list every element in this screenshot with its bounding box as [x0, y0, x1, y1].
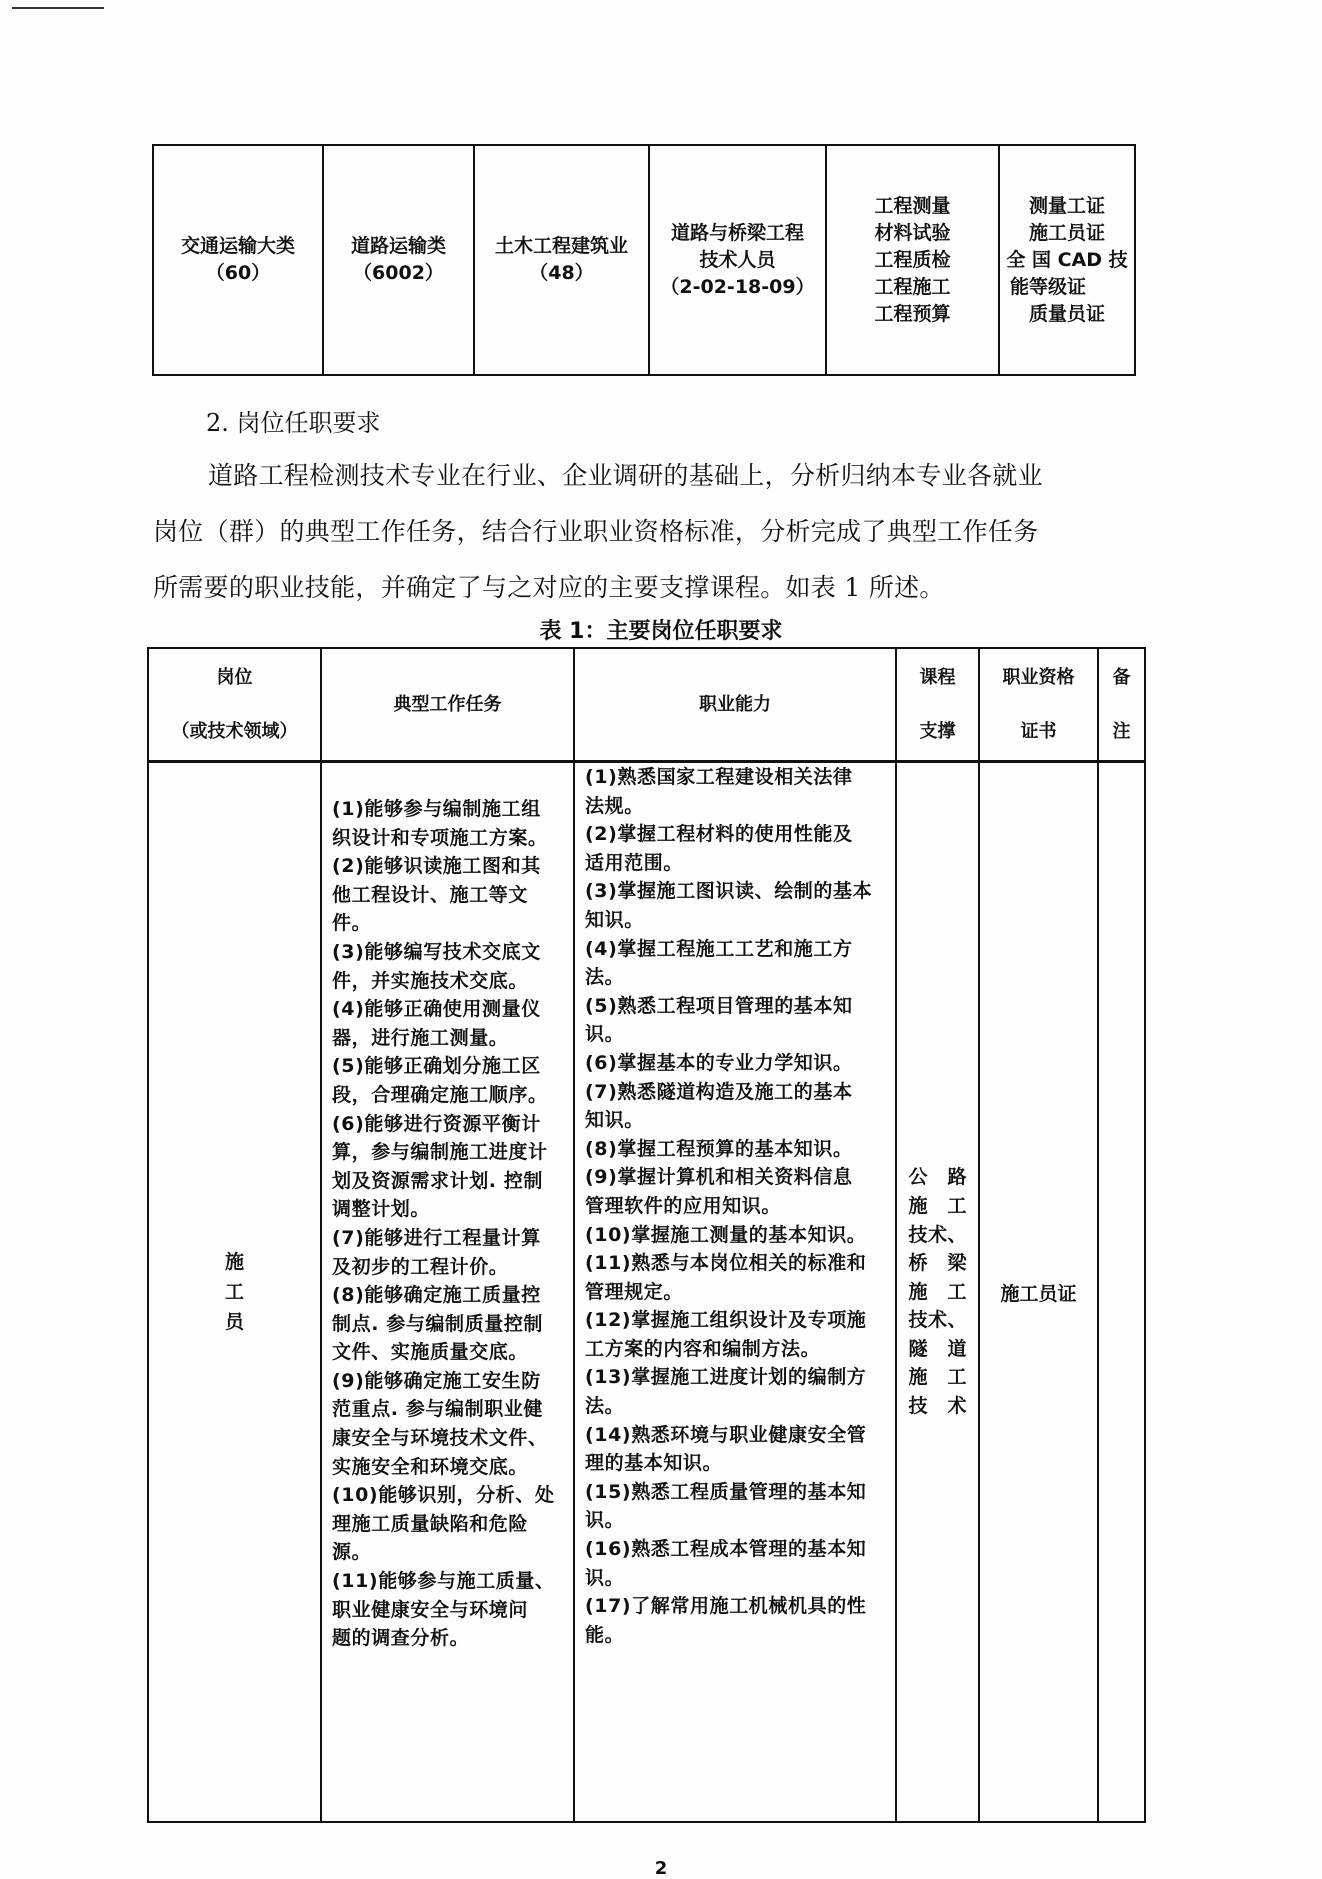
task-line: 调整计划。	[332, 1198, 431, 1221]
header-text: 备	[1112, 666, 1131, 688]
task-line: 职业健康安全与环境问	[332, 1598, 529, 1621]
ability-line: (3)掌握施工图识读、绘制的基本	[585, 880, 873, 903]
header-post	[149, 649, 322, 760]
cell-code: （60）	[205, 262, 271, 284]
ability-line: (15)熟悉工程质量管理的基本知	[585, 1480, 867, 1503]
cell-code: （48）	[529, 262, 594, 284]
section-heading: 2. 岗位任职要求	[206, 409, 381, 437]
ability-line: (11)熟悉与本岗位相关的标准和	[585, 1252, 867, 1275]
table-caption: 表 1：主要岗位任职要求	[539, 619, 783, 644]
task-line: 织设计和专项施工方案。	[332, 826, 548, 849]
task-line: 文件、实施质量交底。	[332, 1341, 529, 1364]
cell-line: 质量员证	[1028, 302, 1105, 325]
task-line: 件，并实施技术交底。	[332, 969, 529, 992]
ability-line: (4)掌握工程施工工艺和施工方	[585, 937, 853, 960]
task-line: 康安全与环境技术文件、	[332, 1427, 548, 1450]
cell-course	[897, 763, 980, 1821]
task-line: (2)能够识读施工图和其	[332, 855, 541, 878]
cell-line: 工程施工	[874, 275, 951, 298]
cell-line: 工程测量	[874, 194, 951, 217]
cell-cert	[980, 763, 1099, 1821]
course-line: 技术、	[908, 1223, 967, 1246]
header-rule	[12, 7, 104, 9]
task-line: 他工程设计、施工等文	[332, 883, 529, 906]
header-text: （或技术领域）	[171, 720, 298, 742]
task-line: 制点. 参与编制质量控制	[332, 1312, 544, 1335]
post-char: 工	[224, 1281, 244, 1303]
cell-text: 道路与桥梁工程	[670, 221, 804, 244]
cell-line: 材料试验	[874, 221, 951, 244]
task-line: 段，合理确定施工顺序。	[332, 1083, 548, 1106]
task-line: 源。	[332, 1541, 372, 1564]
cert-text: 施工员证	[1000, 1282, 1077, 1305]
cell-post	[149, 763, 322, 1821]
post-char: 施	[224, 1251, 244, 1273]
classification-table	[152, 144, 1136, 376]
course-line: 施 工	[908, 1280, 967, 1303]
paragraph-line: 道路工程检测技术专业在行业、企业调研的基础上，分析归纳本专业各就业	[208, 461, 1043, 490]
ability-line: 管理规定。	[585, 1280, 684, 1303]
header-text: 职业资格	[1002, 666, 1075, 688]
header-tasks	[322, 649, 575, 760]
cell-line: 能等级证	[1010, 275, 1087, 298]
section-paragraph	[153, 448, 1145, 616]
ability-line: (16)熟悉工程成本管理的基本知	[585, 1538, 867, 1561]
table-row	[149, 763, 1144, 1821]
ability-line: (7)熟悉隧道构造及施工的基本	[585, 1080, 853, 1103]
ability-line: 法规。	[585, 794, 644, 817]
ability-line: 适用范围。	[585, 851, 684, 874]
requirements-table	[147, 647, 1146, 1823]
cell-line: 施工员证	[1028, 221, 1105, 244]
header-text: 支撑	[919, 720, 956, 742]
ability-line: (12)掌握施工组织设计及专项施	[585, 1309, 867, 1332]
header-text: 课程	[919, 666, 956, 688]
cell-code: （6002）	[353, 262, 444, 284]
course-line: 公 路	[908, 1166, 967, 1189]
header-course	[897, 649, 980, 760]
ability-line: 识。	[585, 1023, 625, 1046]
cell-sub-category	[324, 146, 475, 374]
cell-line: 全 国 CAD 技	[1006, 248, 1128, 271]
paragraph-line: 岗位（群）的典型工作任务，结合行业职业资格标准，分析完成了典型工作任务	[153, 517, 1039, 546]
ability-line: 理的基本知识。	[585, 1452, 723, 1475]
cell-certificates	[1000, 146, 1134, 374]
ability-line: 管理软件的应用知识。	[585, 1194, 782, 1217]
course-line: 桥 梁	[908, 1252, 967, 1275]
cell-occupation	[650, 146, 827, 374]
table-header-row	[149, 649, 1144, 763]
course-line: 施 工	[908, 1194, 967, 1217]
cell-major-category	[154, 146, 324, 374]
post-char: 员	[224, 1311, 244, 1333]
ability-line: 知识。	[585, 1109, 644, 1132]
page-number: 2	[654, 1858, 668, 1879]
task-line: 实施安全和环境交底。	[332, 1455, 529, 1478]
cell-line: 工程质检	[874, 248, 951, 271]
header-cert	[980, 649, 1099, 760]
ability-line: (10)掌握施工测量的基本知识。	[585, 1223, 867, 1246]
ability-line: 工方案的内容和编制方法。	[585, 1337, 821, 1360]
task-line: (4)能够正确使用测量仪	[332, 998, 541, 1021]
cell-code: （2-02-18-09）	[660, 275, 815, 298]
task-line: (11)能够参与施工质量、	[332, 1570, 555, 1593]
ability-line: 知识。	[585, 908, 644, 931]
cell-line: 测量工证	[1028, 194, 1105, 217]
task-line: (5)能够正确划分施工区	[332, 1055, 541, 1078]
task-line: 及初步的工程计价。	[332, 1255, 509, 1278]
header-note	[1099, 649, 1144, 760]
task-line: 题的调查分析。	[332, 1627, 470, 1650]
cell-text: 交通运输大类	[180, 235, 295, 257]
paragraph-line: 所需要的职业技能，并确定了与之对应的主要支撑课程。如表 1 所述。	[153, 573, 945, 602]
task-line: (1)能够参与编制施工组	[332, 798, 541, 820]
ability-line: (17)了解常用施工机械机具的性	[585, 1595, 867, 1618]
header-text: 注	[1112, 720, 1131, 742]
cell-abilities	[575, 763, 897, 1821]
course-line: 隧 道	[908, 1337, 967, 1360]
header-text: 职业能力	[699, 693, 771, 715]
cell-text: 土木工程建筑业	[494, 235, 628, 257]
task-line: 划及资源需求计划. 控制	[332, 1169, 544, 1192]
header-text: 岗位	[216, 666, 253, 688]
course-line: 施 工	[908, 1366, 967, 1389]
cell-text: 技术人员	[699, 248, 776, 271]
ability-line: (5)熟悉工程项目管理的基本知	[585, 994, 853, 1017]
course-line: 技术、	[908, 1309, 967, 1332]
task-line: 理施工质量缺陷和危险	[332, 1512, 529, 1535]
task-line: (9)能够确定施工安生防	[332, 1369, 541, 1392]
ability-line: 法。	[585, 1395, 625, 1418]
ability-line: (13)掌握施工进度计划的编制方	[585, 1366, 867, 1389]
ability-line: (1)熟悉国家工程建设相关法律	[585, 766, 853, 788]
task-line: (10)能够识别，分析、处	[332, 1484, 555, 1507]
task-line: (6)能够进行资源平衡计	[332, 1112, 541, 1135]
course-line: 技术	[908, 1395, 967, 1418]
ability-line: (9)掌握计算机和相关资料信息	[585, 1166, 853, 1189]
cell-tasks	[322, 763, 575, 1821]
task-line: 范重点. 参与编制职业健	[332, 1398, 544, 1421]
task-line: 器，进行施工测量。	[332, 1026, 509, 1049]
task-line: (8)能够确定施工质量控	[332, 1284, 541, 1307]
header-text: 证书	[1020, 720, 1057, 742]
cell-note	[1099, 763, 1144, 1821]
ability-line: 能。	[585, 1623, 625, 1646]
task-line: (3)能够编写技术交底文	[332, 940, 541, 963]
ability-line: (14)熟悉环境与职业健康安全管	[585, 1423, 867, 1446]
ability-line: (8)掌握工程预算的基本知识。	[585, 1137, 853, 1160]
ability-line: 识。	[585, 1509, 625, 1532]
header-text: 典型工作任务	[393, 693, 502, 715]
ability-line: 识。	[585, 1566, 625, 1589]
cell-industry	[475, 146, 650, 374]
header-ability	[575, 649, 897, 760]
ability-line: (2)掌握工程材料的使用性能及	[585, 823, 853, 846]
cell-text: 道路运输类	[350, 235, 446, 257]
ability-line: 法。	[585, 966, 625, 989]
task-line: (7)能够进行工程量计算	[332, 1226, 541, 1249]
task-line: 算，参与编制施工进度计	[332, 1141, 548, 1164]
cell-line: 工程预算	[874, 302, 951, 325]
ability-line: (6)掌握基本的专业力学知识。	[585, 1051, 853, 1074]
cell-posts	[827, 146, 1000, 374]
task-line: 件。	[332, 912, 372, 935]
